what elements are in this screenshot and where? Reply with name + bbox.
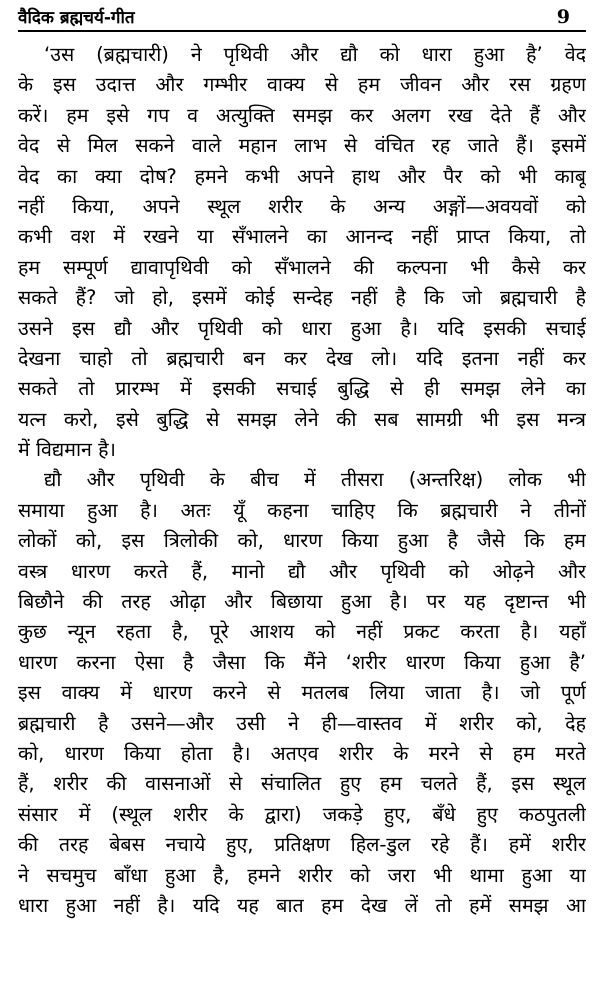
text-line: वेद का क्या दोष? हमने कभी अपने हाथ और पैर को भी काबू (18, 164, 586, 188)
page-number: 9 (556, 6, 570, 28)
text-line: कुछ न्यून रहता है, पूरे आशय को नहीं प्रकट करता है। यहाँ (18, 620, 586, 644)
text-line: हम सम्पूर्ण द्यावापृथिवी को सँभालने की कल्पना भी कैसे कर (18, 255, 586, 279)
text-line: वेद से मिल सकने वाले महान लाभ से वंचित रह जाते हैं। इसमें (18, 134, 586, 158)
text-line: में विद्यमान है। (18, 438, 116, 462)
text-line: देखना चाहो तो ब्रह्मचारी बन कर देख लो। यदि इतना नहीं कर (18, 346, 586, 370)
text-line: संसार में (स्थूल शरीर के द्वारा) जकड़े हुए, बँधे हुए कठपुतली (18, 802, 586, 826)
text-line: यत्न करो, इसे बुद्धि से समझ लेने की सब सामग्री भी इस मन्त्र (18, 407, 586, 431)
text-line: उसने इस द्यौ और पृथिवी को धारा हुआ है। यदि इसकी सचाई (18, 316, 586, 340)
paragraph-2 (18, 465, 586, 921)
body-text (18, 40, 586, 921)
text-line: हैं, शरीर की वासनाओं से संचालित हुए हम चलते हैं, इस स्थूल (18, 772, 586, 796)
text-line: द्यौ और पृथिवी के बीच में तीसरा (अन्तरिक्ष) लोक भी (44, 468, 586, 492)
text-line: को, धारण किया होता है। अतएव शरीर के मरने से हम मरते (18, 741, 586, 765)
text-line: इस वाक्य में धारण करने से मतलब लिया जाता है। जो पूर्ण (18, 681, 586, 705)
text-line: समाया हुआ है। अतः यूँ कहना चाहिए कि ब्रह्मचारी ने तीनों (18, 498, 586, 522)
text-line: वस्त्र धारण करते हैं, मानो द्यौ और पृथिवी को ओढ़ने और (18, 559, 586, 583)
paragraph-1 (18, 40, 586, 465)
text-line: सकते तो प्रारम्भ में इसकी सचाई बुद्धि से ही समझ लेने का (18, 377, 586, 401)
text-line: के इस उदात्त और गम्भीर वाक्य से हम जीवन और रस ग्रहण (18, 73, 586, 97)
text-line: करें। हम इसे गप व अत्युक्ति समझ कर अलग रख देते हैं और (18, 103, 586, 127)
text-line: कभी वश में रखने या सँभालने का आनन्द नहीं प्राप्त किया, तो (18, 225, 586, 249)
text-line: नहीं किया, अपने स्थूल शरीर के अन्य अङ्गों—अवयवों को (18, 194, 586, 218)
text-line: धारा हुआ नहीं है। यदि यह बात हम देख लें तो हमें समझ आ (18, 893, 586, 917)
text-line: की तरह बेबस नचाये हुए, प्रतिक्षण हिल-डुल रहे हैं। हमें शरीर (18, 833, 586, 857)
page-header (18, 0, 586, 32)
text-line: सकते हैं? जो हो, इसमें कोई सन्देह नहीं है कि जो ब्रह्मचारी है (18, 286, 586, 310)
text-line: ब्रह्मचारी है उसने—और उसी ने ही—वास्तव में शरीर को, देह (18, 711, 586, 735)
text-line: धारण करना ऐसा है जैसा कि मैंने ‘शरीर धारण किया हुआ है’ (18, 650, 586, 674)
text-line: ने सचमुच बाँधा हुआ है, हमने शरीर को जरा भी थामा हुआ या (18, 863, 586, 887)
running-title: वैदिक ब्रह्मचर्य-गीत (18, 8, 135, 28)
text-line: ‘उस (ब्रह्मचारी) ने पृथिवी और द्यौ को धारा हुआ है’ वेद (44, 43, 586, 66)
text-line: लोकों को, इस त्रिलोकी को, धारण किया हुआ है जैसे कि हम (18, 529, 586, 553)
text-line: बिछौने की तरह ओढ़ा और बिछाया हुआ है। पर यह दृष्टान्त भी (18, 590, 586, 614)
